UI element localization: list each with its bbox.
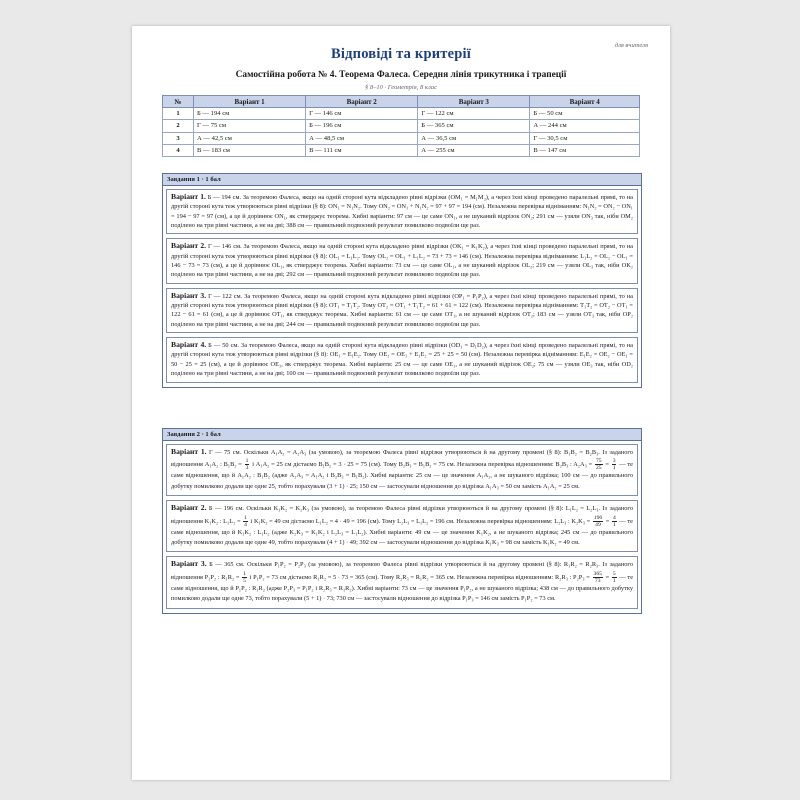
table-cell: 2 bbox=[163, 120, 194, 132]
table-row bbox=[163, 144, 640, 156]
variant-text: Б — 196 см. Оскільки K₁K₂ = K₂K₃ (за умовою), за теоремою Фалеса рівні відрізки утворюються й на другому промені (§ 8): L₁L₂ = L₂L₃. Із заданого відношення K₁K₂ : L₁L₂ = bbox=[171, 505, 633, 525]
variant-text: Г — 146 см. За теоремою Фалеса, якщо на одній стороні кута відкладено рівні відрізки (OK₁ = K₁K₂), а через їхні кінці проведено паралельні прямі, то на другій стороні кута теж утворюються рівні відрізки (§ 8): OL₁ = L₁L₂. Тому OL₂ = OL₁ + L₁L₂ = 73 + 73 = 146 (см). Незалежна перевірка відніманням: L₁L₂ = OL₂ − OL₁ = 146 − 73 = 73 (см), а це й дорівнює OL₁, як стверджує теорема. Хибні варіанти: 73 см — це саме OL₁, а не шуканий відрізок OL₂; 219 см — узяли OL₃ так, ніби OK₂ поділено на три рівні частини, а не на дві; 292 см — правильний подвоєний результат помилково подвоїли ще раз. bbox=[171, 243, 633, 279]
fraction-denominator: 1 bbox=[612, 465, 616, 472]
table-row bbox=[163, 108, 640, 120]
fraction bbox=[593, 515, 603, 528]
variant-text: Г — 122 см. За теоремою Фалеса, якщо на одній стороні кута відкладено рівні відрізки (OP₁ = P₁P₂), а через їхні кінці проведено паралельні прямі, то на другій стороні кута теж утворюються рівні відрізки (§ 8): OT₁ = T₁T₂. Тому OT₂ = OT₁ + T₁T₂ = 61 + 61 = 122 (см). Незалежна перевірка відніманням: T₁T₂ = OT₂ − OT₁ = 122 − 61 = 61 (см), а це й дорівнює OT₁, як стверджує теорема. Хибні варіанти: 61 см — це саме OT₁, а не шуканий відрізок OT₂; 183 см — узяли OT₃ так, ніби OP₂ поділено на три рівні частини, а не на дві; 244 см — правильний подвоєний результат помилково подвоїли ще раз. bbox=[171, 292, 633, 328]
variant-text: = bbox=[605, 461, 609, 469]
table-cell: Г — 146 см bbox=[306, 108, 418, 120]
variant-label: Варіант 3. bbox=[171, 559, 207, 569]
table-cell: Б — 50 см bbox=[530, 108, 640, 120]
table-cell: Г — 75 см bbox=[194, 120, 306, 132]
table-cell: А — 42,5 см bbox=[194, 132, 306, 144]
table-row bbox=[163, 120, 640, 132]
task-1-variant-4-card bbox=[166, 337, 638, 382]
table-header: Варіант 3 bbox=[418, 96, 530, 108]
task-2-variant-2-card bbox=[166, 500, 638, 552]
table-cell: Г — 122 см bbox=[418, 108, 530, 120]
table-header: Варіант 4 bbox=[530, 96, 640, 108]
table-cell: Б — 194 см bbox=[194, 108, 306, 120]
table-row bbox=[163, 132, 640, 144]
table-cell: 4 bbox=[163, 144, 194, 156]
task-1-variant-2-card bbox=[166, 238, 638, 283]
fraction-denominator: 5 bbox=[243, 577, 246, 584]
variant-label: Варіант 2. bbox=[171, 241, 207, 251]
variant-text: — те саме відношення, що й A₁A₂ : B₁B₂ (адже A₂A₃ = A₁A₂ і B₂B₃ = B₁B₂). Хибні варіанти: 25 см — це значення A₁A₂, а не шуканого відрізка; 100 см — до правильного добутку помилково додали ще одне 25, тобто порахували (3 + 1) · 25; 150 см — застосували відношення до відрізка A₁A₃ = 50 см замість A₁A₂ = 25 см. bbox=[171, 461, 633, 490]
fraction bbox=[243, 515, 248, 528]
fraction-denominator: 1 bbox=[612, 577, 616, 584]
fraction-numerator: 4 bbox=[613, 514, 616, 521]
variant-text: Б — 50 см. За теоремою Фалеса, якщо на одній стороні кута відкладено рівні відрізки (OD₁ = D₁D₂), а через їхні кінці проведено паралельні прямі, то на другій стороні кута теж утворюються рівні відрізки (§ 8): OE₁ = E₁E₂. Тому OE₂ = OE₁ + E₁E₂ = 25 + 25 = 50 (см). Незалежна перевірка відніманням: E₁E₂ = OE₂ − OE₁ = 50 − 25 = 25 (см), а це й дорівнює OE₁, як стверджує теорема. Хибні варіанти: 25 см — це саме OE₁, а не шуканий відрізок OE₂; 75 см — узяли OE₃ так, ніби OD₂ поділено на три рівні частини, а не на дві; 100 см — правильний подвоєний результат помилково подвоїли ще раз. bbox=[171, 342, 633, 378]
table-cell: А — 48,5 см bbox=[306, 132, 418, 144]
task-2-variant-1-card bbox=[166, 444, 638, 496]
fraction-denominator: 49 bbox=[595, 521, 601, 528]
table-cell: А — 255 см bbox=[418, 144, 530, 156]
fraction bbox=[612, 571, 617, 584]
page-meta: § 8–10 · Геометрія, 8 клас bbox=[364, 84, 438, 91]
variant-text: і K₁K₂ = 49 см дістаємо L₁L₂ = 4 · 49 = 196 (см). Тому L₂L₃ = L₁L₂ = 196 см. Незалежна перевірка відношенням: L₂L₃ : K₂K₃ = bbox=[250, 517, 591, 525]
answers-table bbox=[162, 95, 640, 157]
table-header: Варіант 1 bbox=[194, 96, 306, 108]
fraction-numerator: 5 bbox=[612, 570, 616, 577]
fraction-numerator: 1 bbox=[245, 458, 249, 465]
page-title: Відповіді та критерії bbox=[331, 46, 471, 62]
table-cell: 3 bbox=[163, 132, 194, 144]
variant-text: Г — 75 см. Оскільки A₁A₂ = A₂A₃ (за умовою), за теоремою Фалеса рівні відрізки утворюються й на другому промені (§ 8): B₁B₂ = B₂B₃. Із заданого відношення A₁A₂ : B₁B₂ = bbox=[171, 449, 633, 469]
table-cell: Б — 196 см bbox=[306, 120, 418, 132]
table-cell: Б — 365 см bbox=[418, 120, 530, 132]
fraction-numerator: 75 bbox=[595, 458, 602, 465]
fraction-denominator: 73 bbox=[594, 577, 601, 584]
variant-label: Варіант 3. bbox=[171, 290, 207, 300]
variant-text: = bbox=[605, 517, 610, 525]
variant-label: Варіант 4. bbox=[171, 340, 207, 350]
variant-text: і A₁A₂ = 25 см дістаємо B₁B₂ = 3 · 25 = 75 (см). Тому B₂B₃ = B₁B₂ = 75 см. Незалежна перевірка відношенням: B₂B₃ : A₂A₃ = bbox=[252, 461, 593, 469]
fraction-numerator: 196 bbox=[593, 514, 603, 521]
fraction-denominator: 3 bbox=[245, 465, 249, 472]
table-header: № bbox=[163, 96, 194, 108]
task-1-variant-1-card bbox=[166, 189, 638, 234]
table-header: Варіант 2 bbox=[306, 96, 418, 108]
variant-label: Варіант 2. bbox=[171, 503, 207, 513]
variant-label: Варіант 1. bbox=[171, 192, 206, 201]
fraction-numerator: 3 bbox=[612, 458, 616, 465]
variant-text: Б — 365 см. Оскільки P₁P₂ = P₂P₃ (за умовою), за теоремою Фалеса рівні відрізки утворюються й на другому промені (§ 8): R₁R₂ = R₂R₃. Із заданого відношення P₁P₂ : R₁R₂ = bbox=[171, 561, 633, 581]
fraction-denominator: 1 bbox=[613, 521, 616, 528]
task-2-heading: Завдання 2 · 1 бал bbox=[163, 429, 641, 441]
page-subtitle: Самостійна робота № 4. Теорема Фалеса. Середня лінія трикутника і трапеції bbox=[235, 70, 567, 80]
fraction bbox=[245, 458, 250, 471]
fraction bbox=[612, 458, 617, 471]
task-2-section bbox=[162, 428, 642, 614]
variant-text: — те саме відношення, що й P₁P₂ : R₁R₂ (адже P₂P₃ = P₁P₂ і R₂R₃ = R₁R₂). Хибні варіанти: 73 см — це значення P₁P₂, а не шуканого відрізка; 438 см — до правильного добутку помилково додали ще одне 73, тобто порахували (5 + 1) · 73; 730 см — застосували відношення до відрізка P₁P₃ = 146 см замість P₁P₂ = 73 см. bbox=[171, 573, 634, 603]
fraction bbox=[612, 515, 617, 528]
fraction-denominator: 4 bbox=[244, 521, 247, 528]
fraction-denominator: 25 bbox=[595, 465, 602, 472]
variant-label: Варіант 1. bbox=[171, 447, 207, 456]
table-header-row bbox=[163, 96, 640, 108]
table-cell: А — 244 см bbox=[530, 120, 640, 132]
fraction-numerator: 365 bbox=[593, 570, 602, 577]
table-cell: В — 147 см bbox=[530, 144, 640, 156]
table-cell: А — 36,5 см bbox=[418, 132, 530, 144]
variant-text: Б — 194 см. За теоремою Фалеса, якщо на одній стороні кута відкладено рівні відрізки (OM₁ = M₁M₂), а через їхні кінці проведено паралельні прямі, то на другій стороні кута теж утворюються рівні відрізки (§ 8): ON₁ = N₁N₂. Тому ON₂ = ON₁ + N₁N₂ = 97 + 97 = 194 (см). Незалежна перевірка відніманням: N₁N₂ = ON₂ − ON₁ = 194 − 97 = 97 (см), а це й дорівнює ON₁, як стверджує теорема. Хибні варіанти: 97 см — це саме ON₁, а не шуканий відрізок ON₂; 291 см — узяли ON₃ так, ніби OM₂ поділено на три рівні частини, а не на дві; 388 см — правильний подвоєний результат помилково подвоїли ще раз. bbox=[171, 194, 633, 230]
corner-label: для вчителя bbox=[614, 42, 648, 49]
fraction bbox=[242, 571, 247, 584]
document-page bbox=[132, 26, 670, 780]
task-1-heading: Завдання 1 · 1 бал bbox=[163, 174, 641, 186]
variant-text: і P₁P₂ = 73 см дістаємо R₁R₂ = 5 · 73 = 365 (см). Тому R₂R₃ = R₁R₂ = 365 см. Незалежна перевірка відношенням: R₂R₃ : P₂P₃ = bbox=[249, 573, 590, 581]
variant-text: — те саме відношення, що й K₁K₂ : L₁L₂ (адже K₂K₃ = K₁K₂ і L₂L₃ = L₁L₂). Хибні варіанти: 49 см — це значення K₁K₂, а не шуканого відрізка; 245 см — до правильного добутку помилково додали ще одне 49, тобто порахували (4 + 1) · 49; 392 см — застосували відношення до відрізка K₁K₃ = 98 см замість K₁K₂ = 49 см. bbox=[171, 517, 633, 547]
fraction-numerator: 1 bbox=[244, 514, 247, 521]
variant-text: = bbox=[605, 573, 610, 581]
fraction bbox=[593, 571, 603, 584]
table-cell: Г — 30,5 см bbox=[530, 132, 640, 144]
table-cell: В — 111 см bbox=[306, 144, 418, 156]
table-cell: 1 bbox=[163, 108, 194, 120]
table-cell: В — 183 см bbox=[194, 144, 306, 156]
fraction bbox=[595, 458, 603, 471]
task-1-section bbox=[162, 173, 642, 388]
fraction-numerator: 1 bbox=[243, 570, 246, 577]
task-1-variant-3-card bbox=[166, 288, 638, 333]
task-2-variant-3-card bbox=[166, 556, 638, 608]
